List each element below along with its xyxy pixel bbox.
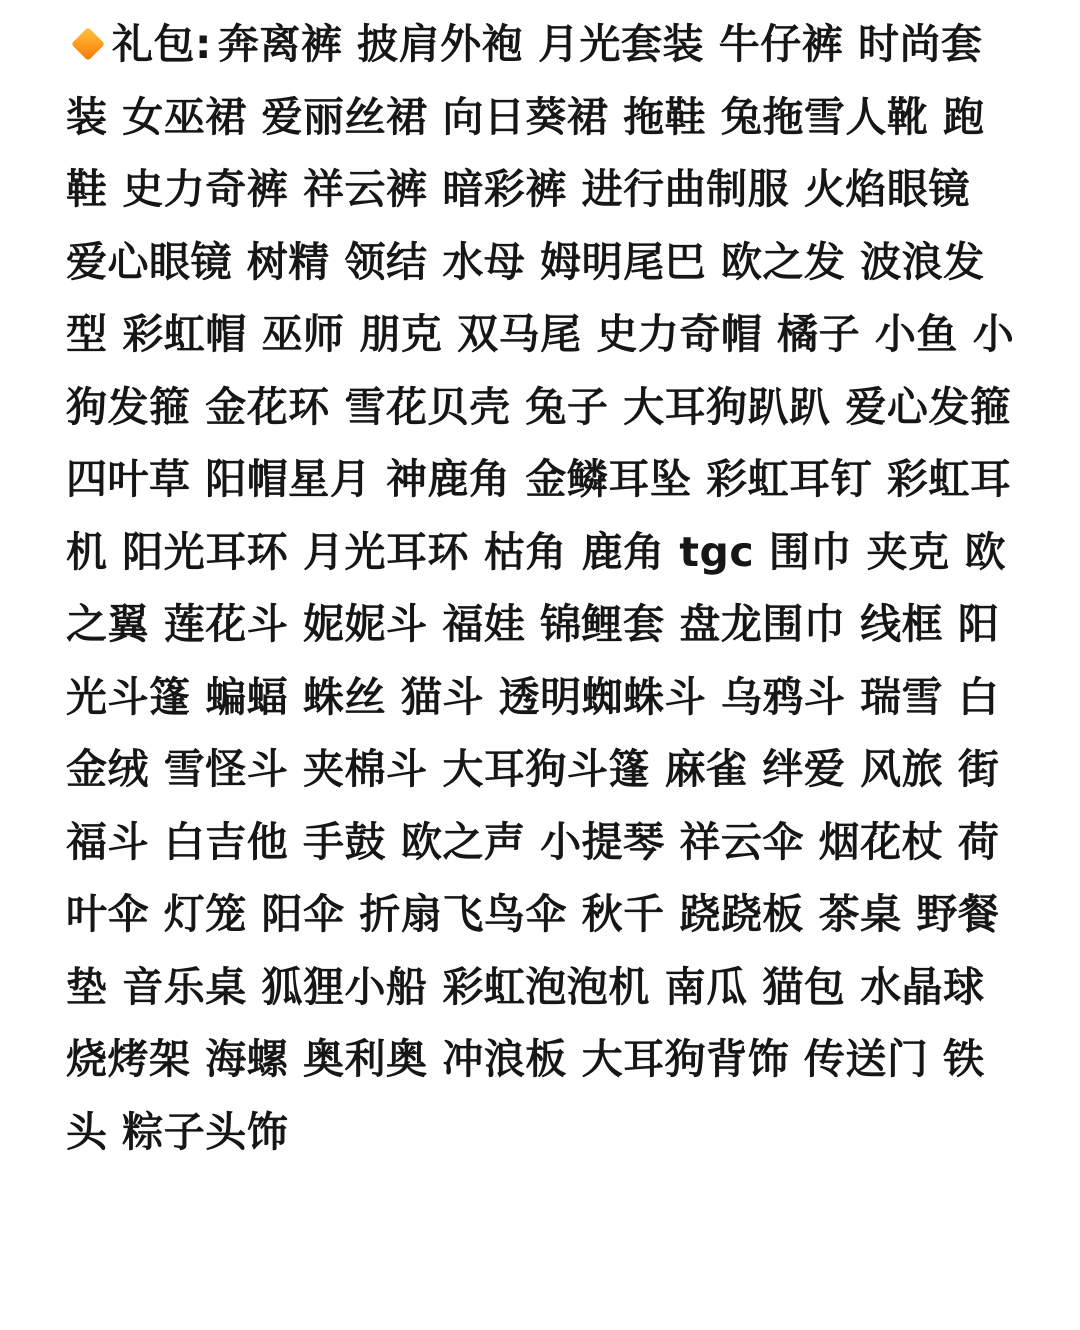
gift-items-text: 奔离裤 披肩外袍 月光套装 牛仔裤 时尚套装 女巫裙 爱丽丝裙 向日葵裙 拖鞋 兔拖雪人靴 跑鞋 史力奇裤 祥云裤 暗彩裤 进行曲制服 火焰眼镜 爱心眼镜 树精 领结 水母 姆明尾巴 欧之发 波浪发型 彩虹帽 巫师 朋克 双马尾 史力奇帽 橘子 小鱼 小狗发箍 金花环 雪花贝壳 兔子 大耳狗趴趴 爱心发箍 四叶草 阳帽星月 神鹿角 金鳞耳坠 彩虹耳钉 彩虹耳机 阳光耳环 月光耳环 枯角 鹿角 tgc 围巾 夹克 欧之翼 莲花斗 妮妮斗 福娃 锦鲤套 盘龙围巾 线框 阳光斗篷 蝙蝠 蛛丝 猫斗 透明蜘蛛斗 乌鸦斗 瑞雪 白金绒 雪怪斗 夹棉斗 大耳狗斗篷 麻雀 绊爱 风旅 街福斗 白吉他 手鼓 欧之声 小提琴 祥云伞 烟花杖 荷叶伞 灯笼 阳伞 折扇飞鸟伞 秋千 跷跷板 茶桌 野餐垫 音乐桌 狐狸小船 彩虹泡泡机 南瓜 猫包 水晶球 烧烤架 海螺 奥利奥 冲浪板 大耳狗背饰 传送门 铁头 粽子头饰 (66, 20, 1015, 1156)
gift-label: 礼包: (112, 20, 212, 68)
orange-diamond-icon (71, 27, 105, 61)
gift-list-paragraph (66, 8, 1016, 1168)
